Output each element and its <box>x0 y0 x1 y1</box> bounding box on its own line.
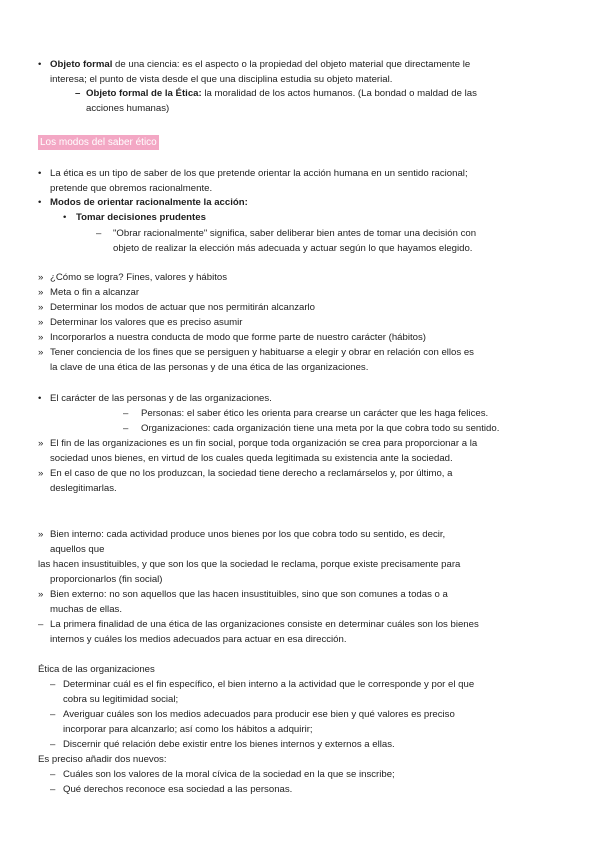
dash-icon: – <box>123 408 129 419</box>
bullet-icon: • <box>38 168 42 179</box>
dash-icon: – <box>50 709 56 720</box>
text-line: proporcionarlos (fin social) <box>50 574 163 585</box>
text-line: internos y cuáles los medios adecuados para actuar en esa dirección. <box>50 634 347 645</box>
dash-icon: – <box>50 784 56 795</box>
term-objeto-formal: Objeto formal <box>50 59 113 70</box>
text-line: El carácter de las personas y de las organizaciones. <box>50 393 272 404</box>
section-title: Ética de las organizaciones <box>38 664 155 675</box>
text-line: pretende que obremos racionalmente. <box>50 183 213 194</box>
text-line: aquellos que <box>50 544 105 555</box>
text-line: El fin de las organizaciones es un fin social, porque toda organización se crea para proporcionar a la <box>50 438 478 449</box>
dash-icon: – <box>123 423 129 434</box>
chevron-icon: » <box>38 332 44 343</box>
text-line: cobra su legitimidad social; <box>63 694 179 705</box>
definition-line <box>86 88 477 100</box>
text-line: Determinar los valores que es preciso asumir <box>50 317 243 328</box>
text-line: acciones humanas) <box>86 103 170 114</box>
text-line: la clave de una ética de las personas y de una ética de las organizaciones. <box>50 362 369 373</box>
dash-icon: – <box>50 739 56 750</box>
chevron-icon: » <box>38 589 44 600</box>
dash-icon: – <box>50 769 56 780</box>
dash-icon: – <box>96 228 102 239</box>
dash-icon: – <box>38 619 44 630</box>
section-heading: Los modos del saber ético <box>40 137 157 148</box>
bullet-icon: • <box>63 212 67 223</box>
text-line: Averiguar cuáles son los medios adecuados para producir ese bien y qué valores es preciso <box>63 709 455 720</box>
subheading: Tomar decisiones prudentes <box>76 212 206 223</box>
text-line: Determinar los modos de actuar que nos permitirán alcanzarlo <box>50 302 316 313</box>
text-line: Personas: el saber ético les orienta para crearse un carácter que les haga felices. <box>141 408 489 419</box>
definition-text: la moralidad de los actos humanos. (La bondad o maldad de las <box>201 88 477 99</box>
definition-line <box>50 59 470 71</box>
dash-icon: – <box>75 88 81 99</box>
text-line: objeto de realizar la elección más adecuada y actuar según lo que hayamos elegido. <box>113 243 473 254</box>
bullet-icon: • <box>38 393 42 404</box>
text-line: Tener conciencia de los fines que se persiguen y habituarse a elegir y obrar en relación con ellos es <box>50 347 474 358</box>
dash-icon: – <box>50 679 56 690</box>
bullet-icon: • <box>38 59 42 70</box>
chevron-icon: » <box>38 317 44 328</box>
text-line: Bien interno: cada actividad produce unos bienes por los que cobra todo su sentido, es decir, <box>50 529 446 540</box>
text-line: sociedad unos bienes, en virtud de los cuales queda legitimada su existencia ante la sociedad. <box>50 453 453 464</box>
chevron-icon: » <box>38 468 44 479</box>
subheading: Modos de orientar racionalmente la acción: <box>50 197 248 208</box>
chevron-icon: » <box>38 287 44 298</box>
text-line: muchas de ellas. <box>50 604 122 615</box>
text-line: Es preciso añadir dos nuevos: <box>38 754 167 765</box>
chevron-icon: » <box>38 272 44 283</box>
chevron-icon: » <box>38 438 44 449</box>
text-line: Discernir qué relación debe existir entre los bienes internos y externos a ellas. <box>63 739 395 750</box>
text-line: Qué derechos reconoce esa sociedad a las personas. <box>63 784 293 795</box>
text-line: Incorporarlos a nuestra conducta de modo que forme parte de nuestro carácter (hábitos) <box>50 332 426 343</box>
text-line: Bien externo: no son aquellos que las hacen insustituibles, sino que son comunes a todas o a <box>50 589 448 600</box>
text-line: deslegitimarlas. <box>50 483 117 494</box>
text-line: Organizaciones: cada organización tiene una meta por la que cobra todo su sentido. <box>141 423 500 434</box>
bullet-icon: • <box>38 197 42 208</box>
chevron-icon: » <box>38 347 44 358</box>
text-line: Cuáles son los valores de la moral cívica de la sociedad en la que se inscribe; <box>63 769 395 780</box>
text-line: Meta o fin a alcanzar <box>50 287 140 298</box>
text-line: interesa; el punto de vista desde el que una disciplina estudia su objeto material. <box>50 74 393 85</box>
text-line: ¿Cómo se logra? Fines, valores y hábitos <box>50 272 228 283</box>
text-line: La primera finalidad de una ética de las organizaciones consiste en determinar cuáles son los bienes <box>50 619 479 630</box>
chevron-icon: » <box>38 529 44 540</box>
term-objeto-formal-etica: Objeto formal de la Ética: <box>86 88 202 99</box>
text-line: La ética es un tipo de saber de los que pretende orientar la acción humana en un sentido racional; <box>50 168 468 179</box>
chevron-icon: » <box>38 302 44 313</box>
definition-text: de una ciencia: es el aspecto o la propiedad del objeto material que directamente le <box>112 59 471 70</box>
text-line: Determinar cuál es el fin específico, el bien interno a la actividad que le corresponde y por el que <box>63 679 475 690</box>
text-line: incorporar para alcanzarlo; así como los hábitos a adquirir; <box>63 724 313 735</box>
text-line: En el caso de que no los produzcan, la sociedad tiene derecho a reclamárselos y, por último, a <box>50 468 453 479</box>
text-line: las hacen insustituibles, y que son los que la sociedad le reclama, porque existe precisamente para <box>38 559 461 570</box>
text-line: "Obrar racionalmente" significa, saber deliberar bien antes de tomar una decisión con <box>113 228 477 239</box>
